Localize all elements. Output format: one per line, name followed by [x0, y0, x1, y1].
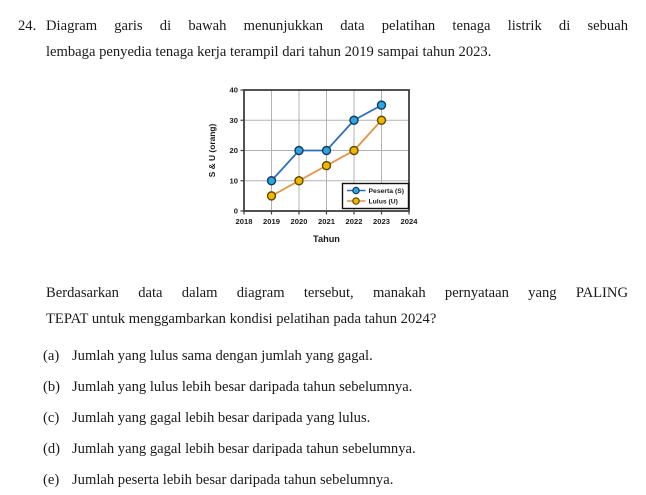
option-d: [43, 440, 416, 459]
data-point: [323, 147, 331, 155]
x-axis-title: Tahun: [313, 234, 340, 244]
option-c-label: (c): [43, 410, 60, 426]
option-c-text: Jumlah yang gagal lebih besar daripada yang lulus.: [72, 410, 371, 426]
question-line-1: Diagram garis di bawah menunjukkan data pelatihan tenaga listrik di sebuah: [46, 18, 628, 34]
x-tick-label: 2019: [263, 217, 280, 226]
option-b-label: (b): [43, 379, 61, 395]
data-point: [350, 147, 358, 155]
x-tick-label: 2021: [318, 217, 335, 226]
x-tick-label: 2023: [373, 217, 390, 226]
data-point: [295, 147, 303, 155]
option-b-text: Jumlah yang lulus lebih besar daripada tahun sebelumnya.: [72, 379, 413, 395]
option-a: [43, 347, 373, 366]
option-e-text: Jumlah peserta lebih besar daripada tahun sebelumnya.: [72, 472, 394, 488]
x-tick-label: 2022: [345, 217, 363, 226]
line-chart: [204, 80, 454, 255]
x-tick-label: 2020: [290, 217, 308, 226]
y-tick-label: 40: [229, 85, 238, 95]
option-e: [43, 471, 393, 490]
data-point: [295, 177, 303, 185]
question-text: [46, 13, 628, 65]
option-a-label: (a): [43, 348, 60, 364]
data-point: [268, 192, 276, 200]
question-number: 24.: [18, 18, 37, 34]
data-point: [323, 162, 331, 170]
option-a-text: Jumlah yang lulus sama dengan jumlah yang gagal.: [72, 348, 373, 364]
x-tick-label: 2018: [235, 217, 253, 226]
legend-swatch-marker: [353, 187, 359, 193]
legend-swatch-marker: [353, 198, 359, 204]
question-line-2: lembaga penyedia tenaga kerja terampil dari tahun 2019 sampai tahun 2023.: [46, 44, 492, 60]
data-point: [268, 177, 276, 185]
data-point: [378, 101, 386, 109]
line-chart-figure: [204, 80, 454, 255]
y-tick-label: 0: [233, 206, 238, 216]
option-b: [43, 378, 412, 397]
option-c: [43, 409, 370, 428]
option-d-text: Jumlah yang gagal lebih besar daripada tahun sebelumnya.: [72, 441, 416, 457]
prompt-line-1: Berdasarkan data dalam diagram tersebut, manakah pernyataan yang PALING: [46, 285, 628, 301]
y-tick-label: 10: [229, 176, 238, 186]
prompt-line-2: TEPAT untuk menggambarkan kondisi pelatihan pada tahun 2024?: [46, 311, 437, 327]
option-d-label: (d): [43, 441, 61, 457]
legend-label: Lulus (U): [368, 198, 398, 206]
legend-label: Peserta (S): [368, 187, 405, 195]
option-e-label: (e): [43, 472, 60, 488]
y-tick-label: 30: [229, 115, 238, 125]
data-point: [350, 116, 358, 124]
y-axis-title: S & U (orang): [207, 123, 217, 178]
y-tick-label: 20: [229, 146, 238, 156]
data-point: [378, 116, 386, 124]
prompt-text: [46, 280, 628, 332]
x-tick-label: 2024: [400, 217, 418, 226]
